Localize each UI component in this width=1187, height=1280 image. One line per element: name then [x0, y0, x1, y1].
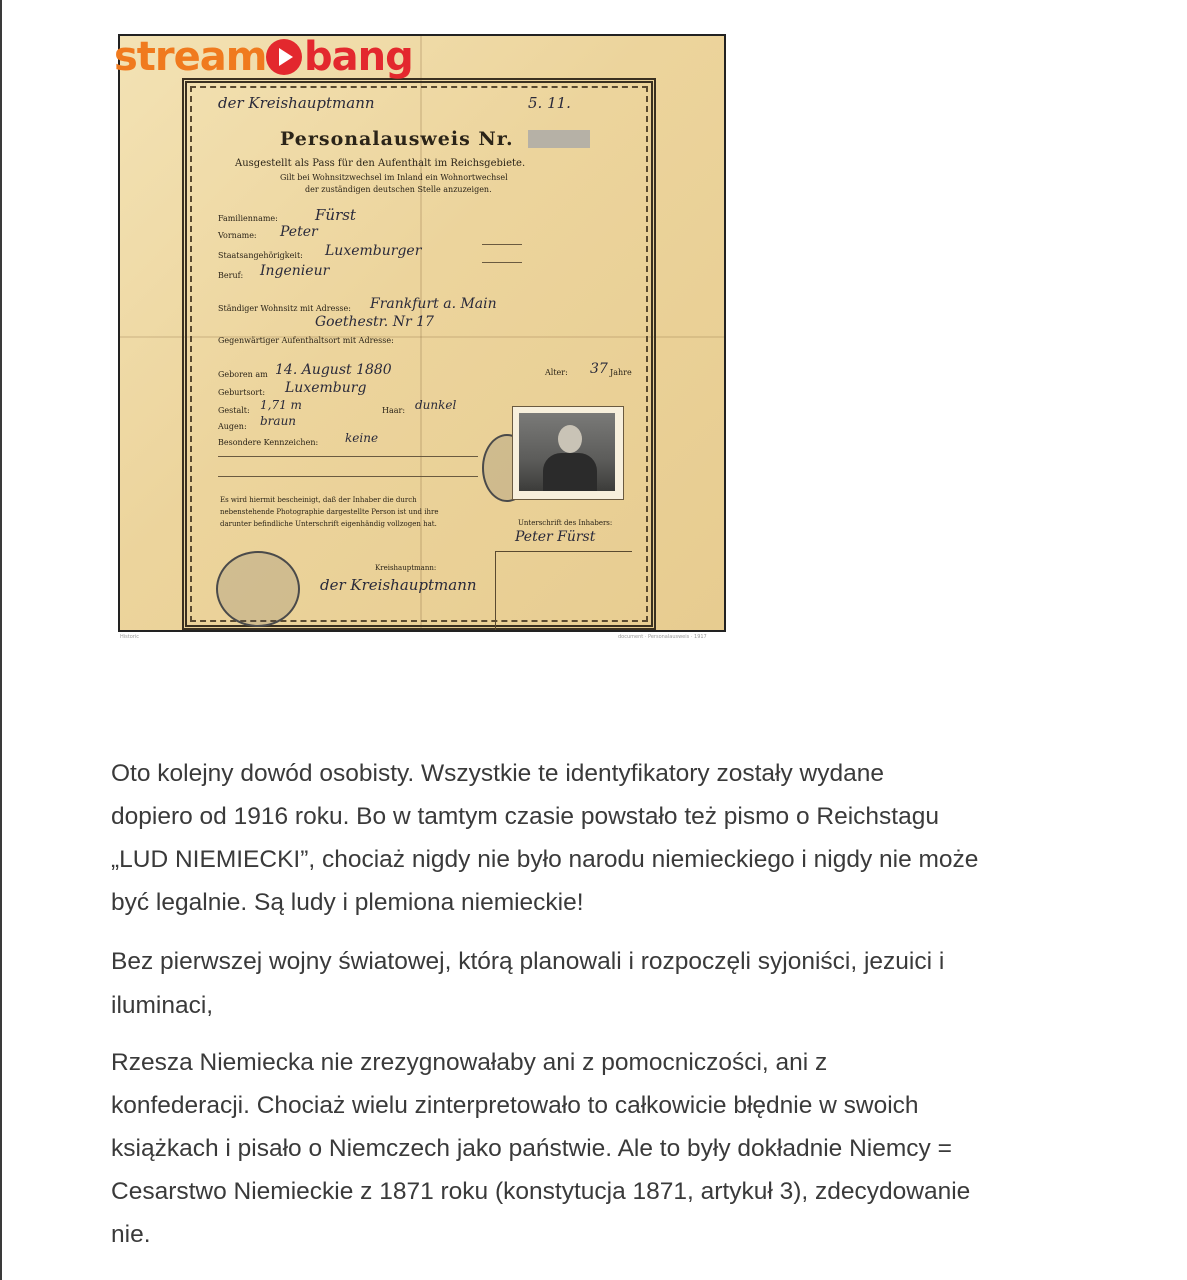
paragraph-line: Rzesza Niemiecka nie zrezygnowałaby ani z pomocniczości, ani z: [111, 1049, 828, 1076]
holder-signature-label: Unterschrift des Inhabers:: [518, 519, 613, 527]
official-signature: der Kreishauptmann: [320, 576, 477, 594]
field-label-firstname: Vorname:: [218, 231, 257, 240]
page-left-border: [0, 0, 2, 1280]
document-image: [118, 34, 726, 632]
paragraph-line: „LUD NIEMIECKI”, chociaż nigdy nie było narodu niemieckiego i nigdy nie może: [111, 846, 979, 873]
field-value-birthplace: Luxemburg: [285, 380, 367, 396]
field-rule: [482, 244, 522, 245]
field-label-hair: Haar:: [382, 406, 406, 415]
field-value-height: 1,71 m: [260, 398, 302, 412]
field-value-birthdate: 14. August 1880: [275, 362, 392, 378]
official-label: Kreishauptmann:: [375, 564, 437, 572]
paragraph: [111, 940, 1096, 1028]
paragraph-line: książkach i pisało o Niemczech jako państwie. Ale to były dokładnie Niemcy =: [111, 1135, 952, 1162]
holder-signature: Peter Fürst: [515, 529, 596, 545]
paragraph: [111, 752, 1096, 924]
field-age-unit: Jahre: [610, 368, 632, 377]
paragraph-line: dopiero od 1916 roku. Bo w tamtym czasie powstało też pismo o Reichstagu: [111, 803, 939, 830]
field-value-nationality: Luxemburger: [325, 243, 422, 259]
field-rule: [482, 262, 522, 263]
field-label-residence: Ständiger Wohnsitz mit Adresse:: [218, 304, 351, 313]
paragraph-line: iluminaci,: [111, 992, 214, 1019]
field-label-eyes: Augen:: [218, 422, 247, 431]
holder-photo: [512, 406, 624, 500]
redacted-number: [528, 130, 590, 148]
field-value-age: 37: [590, 361, 608, 377]
field-value-residence: Frankfurt a. Main: [370, 296, 497, 312]
field-value-marks: keine: [345, 431, 379, 445]
field-label-birthdate: Geboren am: [218, 370, 268, 379]
logo-text-stream: stream: [114, 34, 267, 80]
field-rule: [218, 456, 478, 457]
field-label-nationality: Staatsangehörigkeit:: [218, 251, 303, 260]
paragraph-line: Oto kolejny dowód osobisty. Wszystkie te identyfikatory zostały wydane: [111, 760, 884, 787]
play-icon: [266, 39, 302, 75]
field-value-eyes: braun: [260, 414, 297, 428]
field-value-surname: Fürst: [315, 206, 356, 224]
attestation-text: darunter befindliche Unterschrift eigenhändig vollzogen hat.: [220, 520, 437, 528]
official-seal: [216, 551, 300, 627]
field-label-profession: Beruf:: [218, 271, 244, 280]
paragraph-line: konfederacji. Chociaż wielu zinterpretowało to całkowicie błędnie w swoich: [111, 1092, 919, 1119]
document-subtitle: Ausgestellt als Pass für den Aufenthalt im Reichsgebiete.: [235, 158, 526, 169]
paragraph-line: nie.: [111, 1221, 151, 1248]
paragraph-line: być legalnie. Są ludy i plemiona niemieckie!: [111, 889, 584, 916]
header-signature: der Kreishauptmann: [218, 94, 375, 112]
photo-portrait-body: [543, 453, 597, 491]
paragraph: [111, 1041, 1096, 1256]
paragraph-line: Cesarstwo Niemieckie z 1871 roku (konstytucja 1871, artykuł 3), zdecydowanie: [111, 1178, 971, 1205]
signature-box: [495, 551, 632, 632]
photo-portrait-head: [558, 425, 582, 453]
field-value-profession: Ingenieur: [260, 263, 330, 279]
field-label-marks: Besondere Kennzeichen:: [218, 438, 319, 447]
field-value-residence-street: Goethestr. Nr 17: [315, 314, 434, 330]
header-date: 5. 11.: [528, 94, 571, 112]
document-subtitle-note: Gilt bei Wohnsitzwechsel im Inland ein Wohnortwechsel: [280, 173, 508, 182]
field-label-height: Gestalt:: [218, 406, 250, 415]
image-caption-right: document · Personalausweis · 1917: [618, 634, 707, 640]
field-label-age: Alter:: [545, 368, 568, 377]
attestation-text: nebenstehende Photographie dargestellte Person ist und ihre: [220, 508, 439, 516]
field-label-temp-residence: Gegenwärtiger Aufenthaltsort mit Adresse:: [218, 336, 394, 345]
logo-text-bang: bang: [304, 34, 413, 80]
field-label-birthplace: Geburtsort:: [218, 388, 266, 397]
paragraph-line: Bez pierwszej wojny światowej, którą planowali i rozpoczęli syjoniści, jezuici i: [111, 948, 945, 975]
field-value-hair: dunkel: [415, 398, 457, 412]
attestation-text: Es wird hiermit bescheinigt, daß der Inhaber die durch: [220, 496, 417, 504]
document-title: Personalausweis Nr.: [280, 128, 514, 150]
field-rule: [218, 476, 478, 477]
image-caption-left: Historic: [120, 634, 139, 640]
field-value-firstname: Peter: [280, 224, 318, 240]
field-label-surname: Familienname:: [218, 214, 278, 223]
document-subtitle-note: der zuständigen deutschen Stelle anzuzeigen.: [305, 185, 492, 194]
